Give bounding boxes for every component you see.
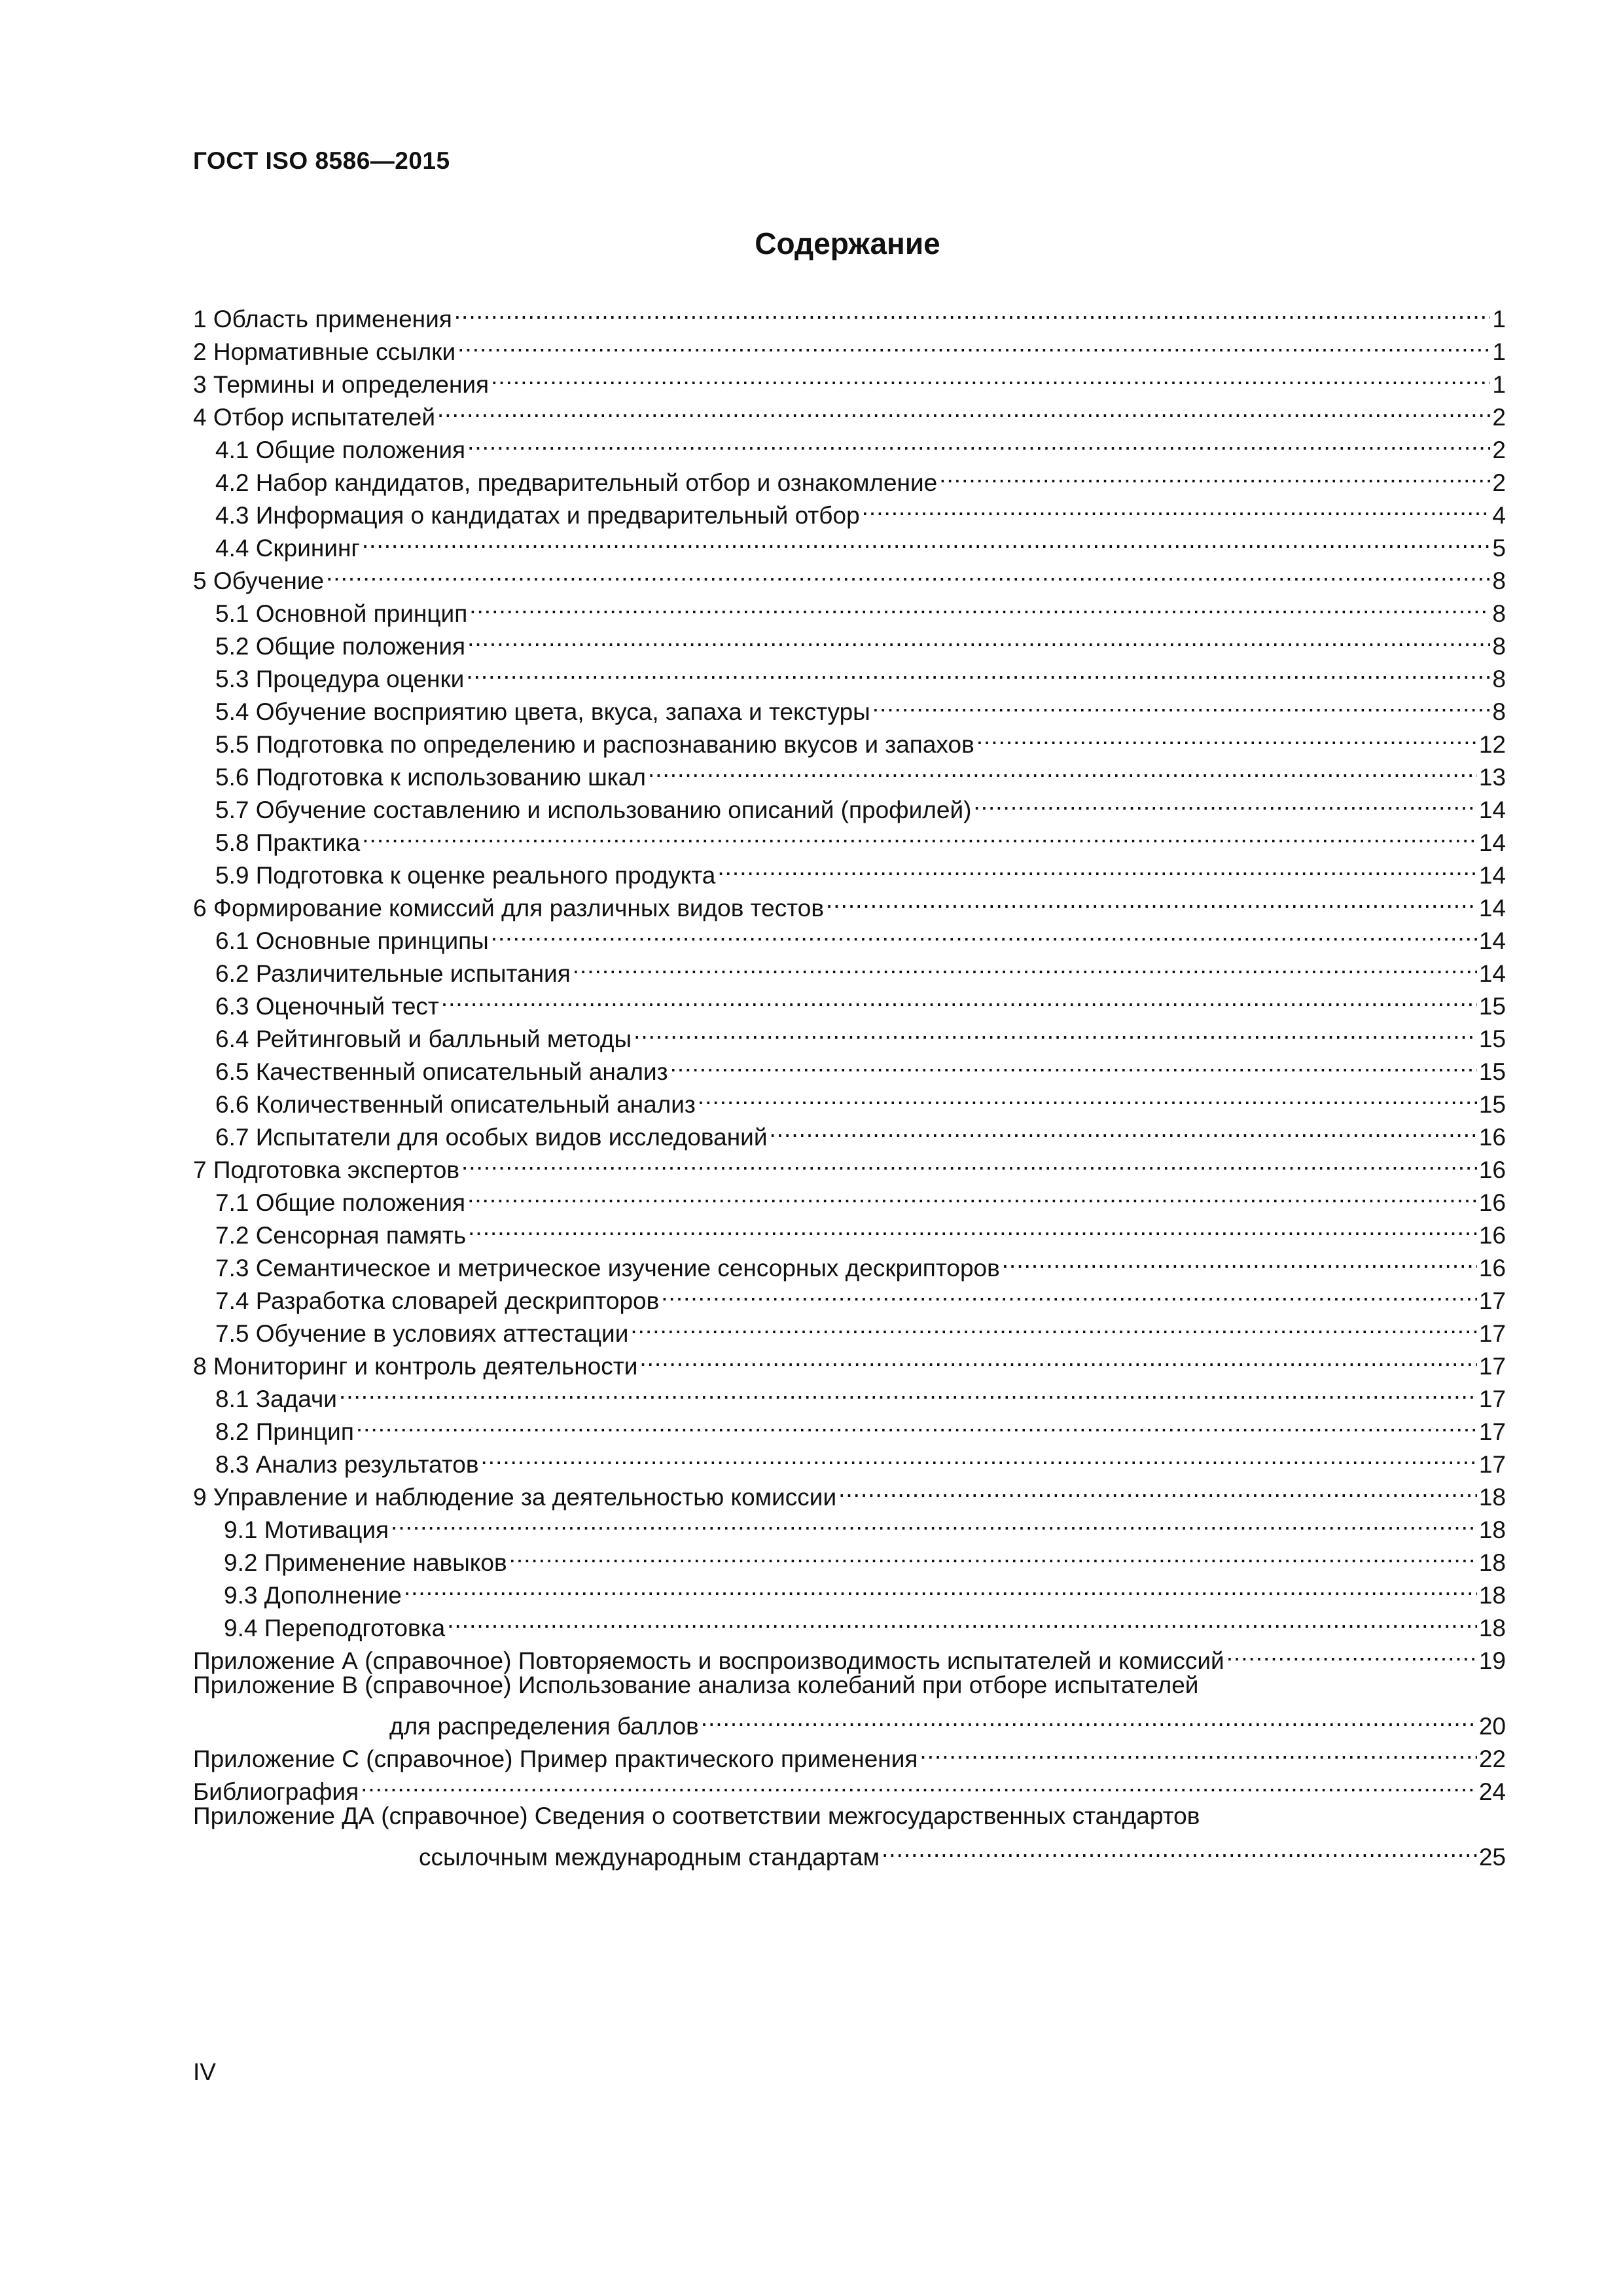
toc-leader-dots [461, 1145, 1477, 1178]
toc-entry-page: 1 [1492, 306, 1506, 332]
toc-leader-dots [826, 884, 1477, 916]
page-number: IV [193, 2058, 216, 2085]
toc-entry-page: 17 [1478, 1287, 1506, 1314]
toc-entry-page: 12 [1478, 731, 1506, 758]
toc-entry-text: 4.2 Набор кандидатов, предварительный отбор и ознакомление [215, 469, 938, 496]
toc-leader-dots [648, 753, 1477, 785]
toc-entry-text: 4.1 Общие положения [215, 437, 466, 463]
toc-leader-dots [454, 295, 1491, 327]
toc-entry-text: 4 Отбор испытателей [193, 404, 436, 431]
toc-entry-text: Приложение В (справочное) Использование анализа колебаний при отборе испытателей [193, 1672, 1199, 1698]
toc-leader-dots [437, 393, 1490, 425]
toc-entry-text: 7.4 Разработка словарей дескрипторов [215, 1287, 660, 1314]
toc-entry-page: 18 [1478, 1549, 1506, 1576]
toc-entry-page: 17 [1478, 1386, 1506, 1412]
toc-entry-page: 17 [1478, 1353, 1506, 1380]
toc-leader-dots [469, 589, 1490, 622]
toc-entry-text: 5.8 Практика [215, 829, 361, 856]
toc-entry-appendix-da-line2[interactable] [193, 1833, 1506, 1871]
toc-leader-dots [441, 982, 1477, 1014]
toc-leader-dots [872, 687, 1491, 720]
toc-entry-appendix-b-line1[interactable] [193, 1669, 1506, 1702]
toc-leader-dots [466, 655, 1490, 687]
toc-entry-page: 15 [1478, 1091, 1506, 1118]
toc-entry-page: 18 [1478, 1582, 1506, 1609]
toc-leader-dots [326, 556, 1490, 589]
toc-entry-text: 6.6 Количественный описательный анализ [215, 1091, 696, 1118]
toc-entry-text: 9.1 Мотивация [224, 1516, 389, 1543]
toc-entry-text: 6.1 Основные принципы [215, 927, 489, 954]
toc-leader-dots [491, 916, 1477, 949]
toc-leader-dots [670, 1047, 1477, 1080]
toc-entry-text: 6.5 Качественный описательный анализ [215, 1058, 668, 1085]
toc-leader-dots [361, 1767, 1477, 1800]
toc-leader-dots [976, 720, 1477, 753]
toc-entry-page: 16 [1478, 1157, 1506, 1183]
toc-entry[interactable] [193, 1374, 1506, 1412]
toc-entry-text: 7 Подготовка экспертов [193, 1157, 459, 1183]
toc-leader-dots [939, 458, 1490, 491]
toc-entry-text: 9.4 Переподготовка [224, 1615, 446, 1641]
toc-entry[interactable] [193, 1407, 1506, 1445]
toc-entry-page: 18 [1478, 1516, 1506, 1543]
toc-entry-appendix-da-line1[interactable] [193, 1800, 1506, 1833]
toc-entry[interactable] [193, 295, 1506, 332]
toc-entry-page: 19 [1478, 1647, 1506, 1674]
toc-leader-dots [339, 1374, 1477, 1407]
toc-entry-text: Приложение С (справочное) Пример практического применения [193, 1746, 918, 1772]
toc-entry-page: 2 [1492, 404, 1506, 431]
toc-leader-dots [769, 1113, 1476, 1145]
toc-entry-text: 6 Формирование комиссий для различных видов тестов [193, 895, 825, 922]
toc-entry-text: 9 Управление и наблюдение за деятельностью комиссии [193, 1484, 837, 1511]
toc-entry-page: 13 [1478, 764, 1506, 791]
toc-entry-text: 8.2 Принцип [215, 1418, 354, 1445]
toc-leader-dots [356, 1407, 1477, 1440]
toc-entry-text: 7.3 Семантическое и метрическое изучение сенсорных дескрипторов [215, 1255, 1000, 1282]
toc-leader-dots [661, 1276, 1477, 1309]
toc-entry-page: 15 [1478, 993, 1506, 1020]
toc-entry-page: 15 [1478, 1058, 1506, 1085]
toc-entry-page: 16 [1478, 1222, 1506, 1249]
toc-leader-dots [973, 785, 1476, 818]
toc-leader-dots [639, 1342, 1476, 1374]
toc-entry-page: 5 [1492, 535, 1506, 562]
toc-entry-text: 9.2 Применение навыков [224, 1549, 507, 1576]
toc-entry[interactable] [193, 1440, 1506, 1478]
document-header: ГОСТ ISO 8586—2015 [193, 147, 450, 174]
toc-entry-page: 22 [1478, 1746, 1506, 1772]
toc-entry-text: 1 Область применения [193, 306, 452, 332]
toc-entry-page: 14 [1478, 895, 1506, 922]
toc-entry-page: 17 [1478, 1451, 1506, 1478]
toc-entry[interactable] [193, 818, 1506, 856]
toc-entry[interactable] [193, 1538, 1506, 1576]
toc-leader-dots [467, 622, 1490, 655]
toc-leader-dots [701, 1702, 1477, 1734]
toc-entry-text: для распределения баллов [389, 1713, 699, 1740]
toc-entry[interactable] [193, 589, 1506, 627]
toc-entry-text: 6.2 Различительные испытания [215, 960, 571, 987]
toc-entry-page: 8 [1492, 698, 1506, 725]
toc-entry-text: 4.3 Информация о кандидатах и предварительный отбор [215, 502, 860, 529]
toc-title: Содержание [755, 226, 940, 260]
toc-entry-page: 15 [1478, 1026, 1506, 1052]
toc-entry-text: 8 Мониторинг и контроль деятельности [193, 1353, 638, 1380]
toc-entry-page: 14 [1478, 960, 1506, 987]
toc-leader-dots [862, 491, 1491, 524]
toc-entry-page: 16 [1478, 1189, 1506, 1216]
toc-leader-dots [391, 1505, 1477, 1538]
toc-leader-dots [1226, 1636, 1477, 1669]
toc-entry-text: 5.9 Подготовка к оценке реального продукта [215, 862, 716, 889]
toc-entry-text: Приложение А (справочное) Повторяемость и воспроизводимость испытателей и комиссий [193, 1647, 1224, 1674]
toc-leader-dots [919, 1734, 1476, 1767]
toc-entry-page: 16 [1478, 1124, 1506, 1151]
toc-entry-page: 16 [1478, 1255, 1506, 1282]
toc-entry-text: ссылочным международным стандартам [419, 1844, 880, 1871]
toc-leader-dots [404, 1571, 1477, 1604]
toc-entry-appendix-b-line2[interactable] [193, 1702, 1506, 1740]
toc-entry-text: 8.1 Задачи [215, 1386, 337, 1412]
toc-entry-page: 14 [1478, 862, 1506, 889]
toc-leader-dots [882, 1833, 1477, 1865]
toc-entry-text: Приложение ДА (справочное) Сведения о соответствии межгосударственных стандартов [193, 1803, 1200, 1829]
toc-leader-dots [509, 1538, 1477, 1571]
toc-entry-text: 3 Термины и определения [193, 371, 490, 398]
toc-entry-text: Библиография [193, 1778, 359, 1805]
toc-entry-text: 4.4 Скрининг [215, 535, 360, 562]
toc-leader-dots [633, 1014, 1477, 1047]
toc-entry-page: 18 [1478, 1484, 1506, 1511]
toc-leader-dots [467, 425, 1490, 458]
toc-entry-page: 24 [1478, 1778, 1506, 1805]
toc-leader-dots [838, 1473, 1477, 1505]
toc-entry-page: 1 [1492, 371, 1506, 398]
toc-entry-text: 6.3 Оценочный тест [215, 993, 439, 1020]
toc-entry[interactable] [193, 524, 1506, 562]
toc-leader-dots [362, 818, 1477, 851]
toc-entry-page: 18 [1478, 1615, 1506, 1641]
toc-entry-text: 6.7 Испытатели для особых видов исследований [215, 1124, 768, 1151]
toc-entry-text: 5.4 Обучение восприятию цвета, вкуса, запаха и текстуры [215, 698, 870, 725]
toc-entry-page: 8 [1492, 567, 1506, 594]
toc-entry-text: 5.5 Подготовка по определению и распознаванию вкусов и запахов [215, 731, 974, 758]
toc-leader-dots [630, 1309, 1476, 1342]
toc-entry-page: 17 [1478, 1418, 1506, 1445]
toc-entry-page: 17 [1478, 1320, 1506, 1347]
toc-entry-text: 7.2 Сенсорная память [215, 1222, 467, 1249]
toc-entry-bibliography[interactable] [193, 1767, 1506, 1805]
toc-leader-dots [481, 1440, 1477, 1473]
toc-entry-page: 2 [1492, 469, 1506, 496]
toc-entry-text: 9.3 Дополнение [224, 1582, 402, 1609]
toc-entry-page: 20 [1478, 1713, 1506, 1740]
toc-entry-text: 8.3 Анализ результатов [215, 1451, 479, 1478]
toc-entry-page: 2 [1492, 437, 1506, 463]
toc-entry-page: 14 [1478, 797, 1506, 823]
toc-entry-text: 6.4 Рейтинговый и балльный методы [215, 1026, 632, 1052]
toc-entry-text: 5.6 Подготовка к использованию шкал [215, 764, 646, 791]
toc-leader-dots [467, 1178, 1477, 1211]
toc-leader-dots [457, 327, 1490, 360]
toc-leader-dots [1002, 1244, 1477, 1276]
table-of-contents [193, 295, 1506, 1871]
toc-leader-dots [447, 1604, 1477, 1636]
toc-entry[interactable] [193, 556, 1506, 594]
toc-entry-page: 25 [1478, 1844, 1506, 1871]
toc-leader-dots [491, 360, 1490, 393]
toc-entry-page: 1 [1492, 338, 1506, 365]
toc-entry-text: 7.5 Обучение в условиях аттестации [215, 1320, 629, 1347]
toc-entry-page: 8 [1492, 600, 1506, 627]
toc-entry-page: 8 [1492, 666, 1506, 692]
toc-entry[interactable] [193, 851, 1506, 889]
toc-leader-dots [717, 851, 1476, 884]
toc-entry-text: 5.2 Общие положения [215, 633, 466, 660]
toc-entry-text: 5.3 Процедура оценки [215, 666, 465, 692]
toc-leader-dots [362, 524, 1491, 556]
toc-entry-text: 2 Нормативные ссылки [193, 338, 456, 365]
toc-entry-text: 5 Обучение [193, 567, 325, 594]
toc-entry-page: 8 [1492, 633, 1506, 660]
toc-leader-dots [468, 1211, 1477, 1244]
toc-entry-page: 14 [1478, 829, 1506, 856]
toc-leader-dots [573, 949, 1477, 982]
toc-leader-dots [698, 1080, 1477, 1113]
toc-entry-page: 4 [1492, 502, 1506, 529]
toc-entry-text: 7.1 Общие положения [215, 1189, 466, 1216]
toc-entry-text: 5.1 Основной принцип [215, 600, 468, 627]
toc-entry-text: 5.7 Обучение составлению и использованию описаний (профилей) [215, 797, 972, 823]
toc-entry-page: 14 [1478, 927, 1506, 954]
